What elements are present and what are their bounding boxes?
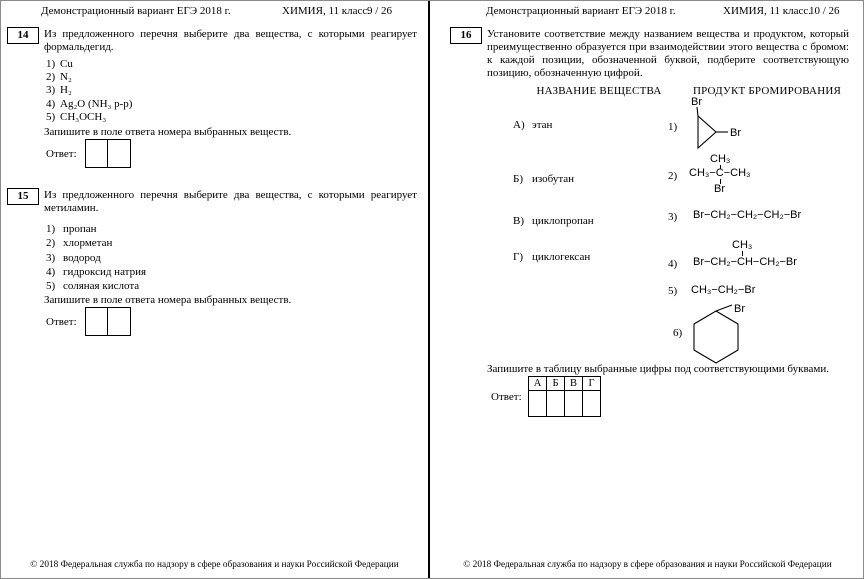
substance-letter: Б) (513, 173, 523, 185)
option-number: 1) (46, 58, 56, 70)
option-number: 3) (46, 84, 56, 97)
header-title: Демонстрационный вариант ЕГЭ 2018 г. (486, 5, 676, 17)
option-text: N₂ (60, 71, 72, 84)
substance-letter: В) (513, 215, 524, 227)
answer-table-cell-v[interactable] (565, 391, 583, 417)
answer-boxes (85, 307, 132, 336)
option-number: 2) (46, 71, 56, 84)
bromo-methylpropane-structure (689, 153, 759, 197)
option-number: 5) (46, 280, 56, 293)
option-row (46, 111, 132, 124)
answer-table-cell-b[interactable] (547, 391, 565, 417)
answer-table-value-row (529, 391, 601, 417)
option-row (46, 236, 146, 250)
product-label: 6) (673, 327, 683, 339)
answer-table-header-a: А (529, 377, 547, 391)
answer-boxes (85, 139, 132, 168)
option-row (46, 222, 146, 236)
dibromopropane-formula: Br−CH₂−CH₂−CH₂−Br (693, 209, 802, 221)
option-text: водород (63, 251, 101, 264)
footer-copyright: © 2018 Федеральная служба по надзору в сфере образования и науки Российской Федерации (30, 560, 399, 570)
question-16-table-instruction: Запишите в таблицу выбранные цифры под соответствующими буквами. (487, 363, 829, 375)
product-label: 4) (668, 258, 678, 270)
product-label: 5) (668, 285, 678, 297)
question-15-options (46, 222, 146, 293)
cyclopropane-dibromide-structure (686, 94, 756, 154)
answer-table-header-b: Б (547, 377, 565, 391)
page-left (1, 1, 428, 579)
option-row (46, 84, 132, 97)
header-subject: ХИМИЯ, 11 класс. (282, 5, 371, 17)
substance-letter: Г) (513, 251, 524, 263)
methyl-group: CH₃ (710, 153, 731, 165)
question-14-answer (46, 139, 131, 168)
methyl-group: CH₃ (732, 239, 753, 251)
option-number: 3) (46, 251, 56, 264)
option-row (46, 71, 132, 84)
header-title: Демонстрационный вариант ЕГЭ 2018 г. (41, 5, 231, 17)
question-16-text: Установите соответствие между названием вещества и продуктом, который преимущественно образуется при взаимодействии этого вещества с бромом: к каждой позиции, обозначенной буквой, подберите соответствующую позицию, обозначенную цифрой. (487, 28, 849, 79)
option-row (46, 58, 132, 71)
answer-table-cell-g[interactable] (583, 391, 601, 417)
column-header-product: ПРОДУКТ БРОМИРОВАНИЯ (692, 85, 842, 97)
option-row (46, 251, 146, 265)
option-text: пропан (63, 223, 97, 235)
q16-answer-table (528, 376, 601, 417)
answer-label: Ответ: (491, 391, 522, 403)
page-number: 9 / 26 (367, 5, 393, 17)
q15-answer-cell-2[interactable] (107, 307, 131, 336)
option-number: 1) (46, 223, 56, 235)
substance-name: циклопропан (532, 215, 594, 227)
br-label: Br (730, 127, 741, 139)
dibromo-methylpropane-structure (693, 240, 803, 268)
answer-table-header-v: В (565, 377, 583, 391)
product-label: 1) (668, 121, 678, 133)
page-right (430, 1, 864, 579)
q15-answer-cell-1[interactable] (85, 307, 109, 336)
option-text: H₂ (60, 84, 72, 97)
substance-letter: А) (513, 119, 525, 131)
question-15-answer (46, 307, 131, 336)
option-text: хлорметан (63, 237, 113, 250)
answer-table-cell-a[interactable] (529, 391, 547, 417)
product-label: 2) (668, 170, 678, 182)
question-16-number-box: 16 (450, 27, 482, 44)
question-14-options (46, 58, 132, 124)
carbon-chain: Br−CH₂−CH−CH₂−Br (693, 256, 797, 268)
option-row (46, 265, 146, 279)
substance-name: циклогексан (532, 251, 591, 263)
product-label: 3) (668, 211, 678, 223)
answer-label: Ответ: (46, 147, 77, 160)
option-row (46, 98, 132, 111)
substance-name: изобутан (532, 173, 575, 185)
option-number: 2) (46, 237, 56, 250)
br-label: Br (714, 183, 725, 195)
answer-table-header-g: Г (583, 377, 601, 391)
answer-label: Ответ: (46, 315, 77, 328)
answer-table-header-row (529, 377, 601, 391)
question-15-instruction: Запишите в поле ответа номера выбранных веществ. (44, 294, 292, 306)
carbon-chain: CH₃−C−CH₃ (689, 167, 751, 179)
br-label: Br (691, 96, 702, 108)
option-text: соляная кислота (63, 280, 140, 293)
br-label: Br (734, 303, 745, 315)
substance-name: этан (532, 119, 553, 131)
option-text: Cu (60, 58, 73, 70)
option-text: CH₃OCH₃ (60, 110, 107, 123)
question-14-instruction: Запишите в поле ответа номера выбранных веществ. (44, 126, 292, 138)
column-header-substance: НАЗВАНИЕ ВЕЩЕСТВА (536, 85, 662, 97)
footer-copyright: © 2018 Федеральная служба по надзору в сфере образования и науки Российской Федерации (463, 560, 832, 570)
q14-answer-cell-2[interactable] (107, 139, 131, 168)
question-15-number-box: 15 (7, 188, 39, 205)
bromoethane-formula: CH₃−CH₂−Br (691, 284, 756, 296)
q14-answer-cell-1[interactable] (85, 139, 109, 168)
question-14-text: Из предложенного перечня выберите два вещества, с которыми реагирует формальдегид. (44, 28, 417, 53)
option-text: гидроксид натрия (63, 265, 147, 278)
option-number: 5) (46, 110, 56, 123)
question-14-number-box: 14 (7, 27, 39, 44)
option-number: 4) (46, 97, 56, 110)
header-subject: ХИМИЯ, 11 класс. (723, 5, 812, 17)
option-row (46, 279, 146, 293)
option-number: 4) (46, 265, 56, 278)
bromocyclohexane-structure (688, 303, 778, 365)
question-15-text: Из предложенного перечня выберите два вещества, с которыми реагирует метиламин. (44, 189, 417, 214)
option-text: Ag₂O (NH₃ р-р) (60, 97, 133, 110)
page-number: 10 / 26 (809, 5, 840, 17)
